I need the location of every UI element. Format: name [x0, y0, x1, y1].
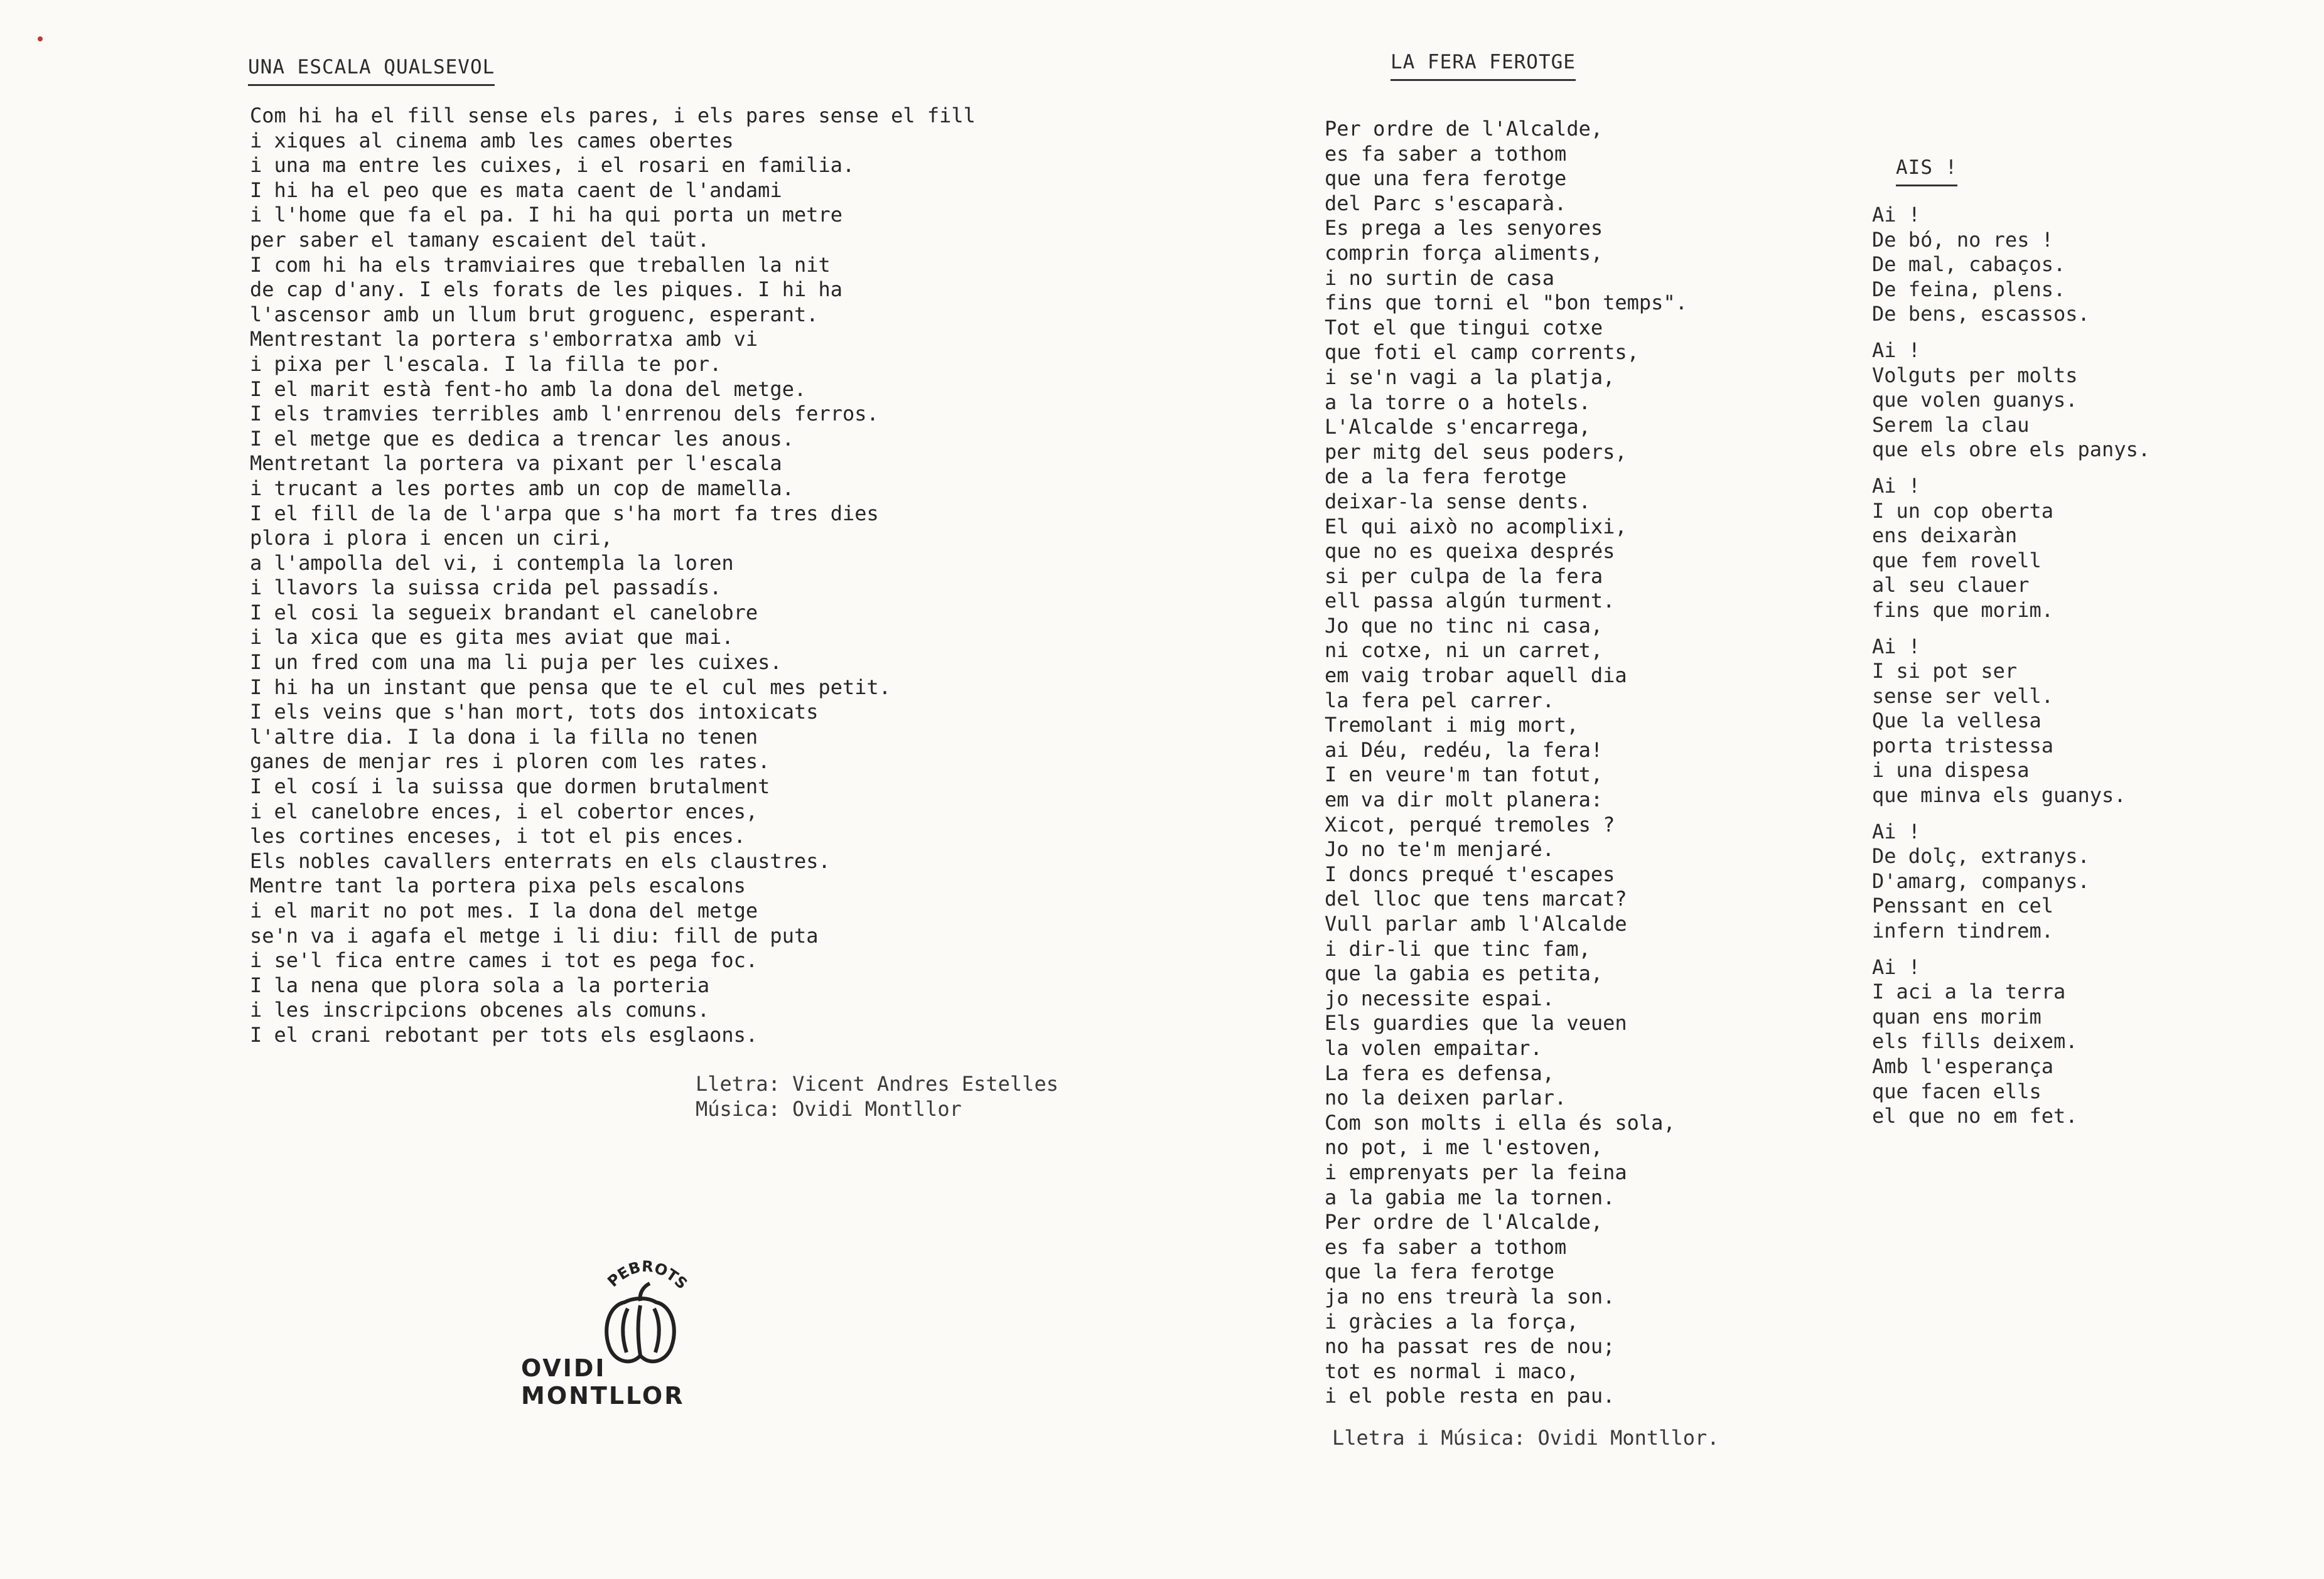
poem-line: Tremolant i mig mort, — [1325, 713, 1579, 737]
stanza — [1872, 203, 2150, 327]
poem-line: i el canelobre ences, i el cobertor ences, — [250, 799, 758, 823]
poem-line: es fa saber a tothom — [1325, 1234, 1567, 1259]
poem-line: El qui això no acomplixi, — [1325, 514, 1627, 538]
poem-line: Ai ! — [1872, 338, 1921, 362]
poem-line: Com son molts i ella és sola, — [1325, 1110, 1676, 1135]
credit-music: Música: Ovidi Montllor — [696, 1096, 962, 1121]
poem-line: a l'ampolla del vi, i contempla la loren — [250, 550, 734, 575]
poem-line: de a la fera ferotge — [1325, 464, 1567, 489]
poem-line: I doncs prequé t'escapes — [1325, 862, 1615, 886]
poem-line: plora i plora i encen un ciri, — [250, 526, 613, 550]
poem-line: I la nena que plora sola a la porteria — [250, 973, 710, 997]
poem-line: Volguts per molts — [1872, 363, 2078, 387]
poem-line: Per ordre de l'Alcalde, — [1325, 117, 1603, 141]
poem-line: i una ma entre les cuixes, i el rosari en familia. — [250, 153, 855, 178]
poem-line: Ai ! — [1872, 203, 1921, 227]
poem-line: Tot el que tingui cotxe — [1325, 315, 1603, 340]
poem-line: fins que morim. — [1872, 597, 2053, 622]
poem-line: l'ascensor amb un llum brut groguenc, esperant. — [250, 302, 819, 326]
poem-line: comprin força aliments, — [1325, 240, 1603, 265]
poem-line: De bó, no res ! — [1872, 227, 2053, 252]
poem-line: porta tristessa — [1872, 733, 2053, 757]
poem-line: i llavors la suissa crida pel passadís. — [250, 575, 722, 600]
poem-line: que la gabia es petita, — [1325, 961, 1603, 986]
poem-line: ganes de menjar res i ploren com les rates. — [250, 749, 770, 774]
poem-title-la-fera: LA FERA FEROTGE — [1391, 50, 1576, 81]
poem-line: no ha passat res de nou; — [1325, 1334, 1615, 1359]
poem-body-una-escala — [250, 104, 976, 1048]
ink-mark — [38, 36, 43, 41]
poem-line: i gràcies a la força, — [1325, 1309, 1579, 1334]
poem-line: I hi ha un instant que pensa que te el cul mes petit. — [250, 675, 891, 699]
poem-line: i les inscripcions obcenes als comuns. — [250, 998, 710, 1022]
poem-line: i xiques al cinema amb les cames obertes — [250, 128, 734, 153]
poem-line: per saber el tamany escaient del taüt. — [250, 227, 710, 252]
poem-line: la volen empaitar. — [1325, 1036, 1542, 1060]
poem-line: I els veins que s'han mort, tots dos intoxicats — [250, 700, 819, 724]
poem-line: la fera pel carrer. — [1325, 688, 1555, 712]
poem-line: I hi ha el peo que es mata caent de l'andami — [250, 178, 782, 202]
poem-line: i trucant a les portes amb un cop de mamella. — [250, 476, 794, 500]
poem-line: fins que torni el "bon temps". — [1325, 291, 1687, 315]
credits-la-fera — [1332, 1426, 1719, 1451]
poem-line: jo necessite espai. — [1325, 986, 1555, 1010]
poem-line: que volen guanys. — [1872, 388, 2078, 412]
poem-line: Mentretant la portera va pixant per l'escala — [250, 451, 782, 476]
poem-line: I el marit està fent-ho amb la dona del metge. — [250, 377, 807, 401]
poem-line: em va dir molt planera: — [1325, 788, 1603, 812]
poem-line: I si pot ser — [1872, 659, 2018, 683]
stanza — [1872, 820, 2150, 944]
poem-line: La fera es defensa, — [1325, 1061, 1555, 1085]
poem-line: i se'l fica entre cames i tot es pega foc. — [250, 948, 758, 973]
poem-line: els fills deixem. — [1872, 1029, 2078, 1054]
poem-line: Ai ! — [1872, 819, 1921, 843]
poem-line: i pixa per l'escala. I la filla te por. — [250, 351, 722, 376]
poem-line: Els nobles cavallers enterrats en els claustres. — [250, 848, 831, 873]
poem-line: I aci a la terra — [1872, 980, 2066, 1004]
poem-line: I el metge que es dedica a trencar les anous. — [250, 426, 794, 451]
poem-line: infern tindrem. — [1872, 919, 2053, 943]
poem-line: Mentrestant la portera s'emborratxa amb vi — [250, 327, 758, 351]
poem-line: Ai ! — [1872, 955, 1921, 979]
poem-body-la-fera — [1325, 117, 1687, 1409]
poem-line: ja no ens treurà la son. — [1325, 1284, 1615, 1309]
poem-line: que minva els guanys. — [1872, 783, 2126, 808]
poem-line: I un fred com una ma li puja per les cuixes. — [250, 650, 782, 675]
poem-line: a la torre o a hotels. — [1325, 390, 1591, 414]
pepper-icon — [606, 1283, 674, 1361]
poem-line: i l'home que fa el pa. I hi ha qui porta un metre — [250, 203, 843, 227]
poem-line: I un cop oberta — [1872, 498, 2053, 523]
poem-line: deixar-la sense dents. — [1325, 489, 1591, 513]
stanza — [1872, 955, 2150, 1129]
poem-line: que la fera ferotge — [1325, 1260, 1555, 1284]
poem-line: del Parc s'escaparà. — [1325, 191, 1567, 215]
poem-line: Que la vellesa — [1872, 709, 2042, 733]
poem-line: Es prega a les senyores — [1325, 216, 1603, 240]
credits-una-escala — [696, 1072, 1058, 1121]
logo-name: OVIDI MONTLLOR — [521, 1354, 685, 1410]
poem-line: Serem la clau — [1872, 412, 2030, 437]
poem-title-ais: AIS ! — [1896, 156, 1957, 186]
poem-line: I en veure'm tan fotut, — [1325, 763, 1603, 787]
stanza — [1872, 338, 2150, 463]
poem-line: se'n va i agafa el metge i li diu: fill de puta — [250, 923, 819, 948]
poem-line: que facen ells — [1872, 1079, 2042, 1103]
poem-line: que una fera ferotge — [1325, 166, 1567, 191]
poem-line: Ai ! — [1872, 634, 1921, 658]
poem-line: si per culpa de la fera — [1325, 564, 1603, 588]
poem-line: i no surtin de casa — [1325, 265, 1555, 290]
credit-lyrics-music: Lletra i Música: Ovidi Montllor. — [1332, 1426, 1719, 1450]
logo-arc-text: PEBROTS — [604, 1257, 691, 1293]
poem-line: I com hi ha els tramviaires que treballen la nit — [250, 252, 831, 277]
poem-line: no la deixen parlar. — [1325, 1086, 1567, 1110]
poem-line: L'Alcalde s'encarrega, — [1325, 415, 1591, 439]
poem-line: no pot, i me l'estoven, — [1325, 1135, 1603, 1160]
credit-lyrics: Lletra: Vicent Andres Estelles — [696, 1072, 1058, 1096]
poem-line: ai Déu, redéu, la fera! — [1325, 737, 1603, 762]
poem-title-una-escala: UNA ESCALA QUALSEVOL — [248, 55, 495, 86]
poem-line: I el cosí i la suissa que dormen brutalment — [250, 774, 770, 799]
poem-line: i el poble resta en pau. — [1325, 1384, 1615, 1408]
poem-line: al seu clauer — [1872, 573, 2030, 597]
poem-line: les cortines enceses, i tot el pis ences. — [250, 824, 746, 848]
poem-line: quan ens morim — [1872, 1004, 2042, 1029]
poem-line: I els tramvies terribles amb l'enrrenou dels ferros. — [250, 402, 879, 426]
poem-line: i una dispesa — [1872, 758, 2030, 783]
poem-line: es fa saber a tothom — [1325, 141, 1567, 166]
poem-line: De dolç, extranys. — [1872, 844, 2090, 869]
poem-line: del lloc que tens marcat? — [1325, 887, 1627, 911]
poem-line: ell passa algún turment. — [1325, 589, 1615, 613]
poem-line: Jo que no tinc ni casa, — [1325, 613, 1603, 638]
poem-line: i se'n vagi a la platja, — [1325, 365, 1615, 389]
poem-line: ni cotxe, ni un carret, — [1325, 638, 1603, 663]
stanza — [1872, 634, 2150, 808]
poem-line: el que no em fet. — [1872, 1104, 2078, 1128]
stanza — [1872, 474, 2150, 623]
poem-line: Com hi ha el fill sense els pares, i els pares sense el fill — [250, 104, 976, 127]
poem-line: ens deixaràn — [1872, 523, 2018, 548]
poem-line: Per ordre de l'Alcalde, — [1325, 1210, 1603, 1234]
poem-line: i el marit no pot mes. I la dona del metge — [250, 899, 758, 923]
poem-line: Els guardies que la veuen — [1325, 1011, 1627, 1036]
poem-line: i la xica que es gita mes aviat que mai. — [250, 625, 734, 650]
poem-line: Xicot, perqué tremoles ? — [1325, 812, 1615, 837]
poem-line: a la gabia me la tornen. — [1325, 1185, 1615, 1209]
poem-line: i dir-li que tinc fam, — [1325, 936, 1591, 961]
poem-line: Ai ! — [1872, 473, 1921, 498]
poem-line: Vull parlar amb l'Alcalde — [1325, 912, 1627, 936]
poem-line: em vaig trobar aquell dia — [1325, 663, 1627, 688]
poem-line: l'altre dia. I la dona i la filla no tenen — [250, 724, 758, 749]
poem-line: que no es queixa després — [1325, 539, 1615, 564]
poem-line: que els obre els panys. — [1872, 437, 2151, 462]
poem-line: i emprenyats per la feina — [1325, 1160, 1627, 1184]
poem-line: que fem rovell — [1872, 548, 2042, 572]
poem-line: I el fill de la de l'arpa que s'ha mort fa tres dies — [250, 501, 879, 525]
poem-line: per mitg del seus poders, — [1325, 439, 1627, 464]
poem-line: Penssant en cel — [1872, 894, 2053, 918]
poem-line: De mal, cabaços. — [1872, 252, 2066, 277]
poem-line: I el crani rebotant per tots els esglaons. — [250, 1022, 758, 1047]
poem-line: sense ser vell. — [1872, 683, 2053, 708]
poem-line: De bens, escassos. — [1872, 302, 2090, 326]
poem-body-ais — [1872, 203, 2150, 1140]
poem-line: D'amarg, companys. — [1872, 869, 2090, 893]
poem-line: Amb l'esperança — [1872, 1054, 2053, 1078]
poem-line: que foti el camp corrents, — [1325, 340, 1639, 365]
poem-line: Mentre tant la portera pixa pels escalons — [250, 874, 746, 898]
poem-line: I el cosi la segueix brandant el canelobre — [250, 600, 758, 624]
poem-line: de cap d'any. I els forats de les piques. I hi ha — [250, 277, 843, 302]
poem-line: De feina, plens. — [1872, 277, 2066, 301]
poem-line: tot es normal i maco, — [1325, 1359, 1579, 1383]
poem-line: Jo no te'm menjaré. — [1325, 837, 1555, 862]
